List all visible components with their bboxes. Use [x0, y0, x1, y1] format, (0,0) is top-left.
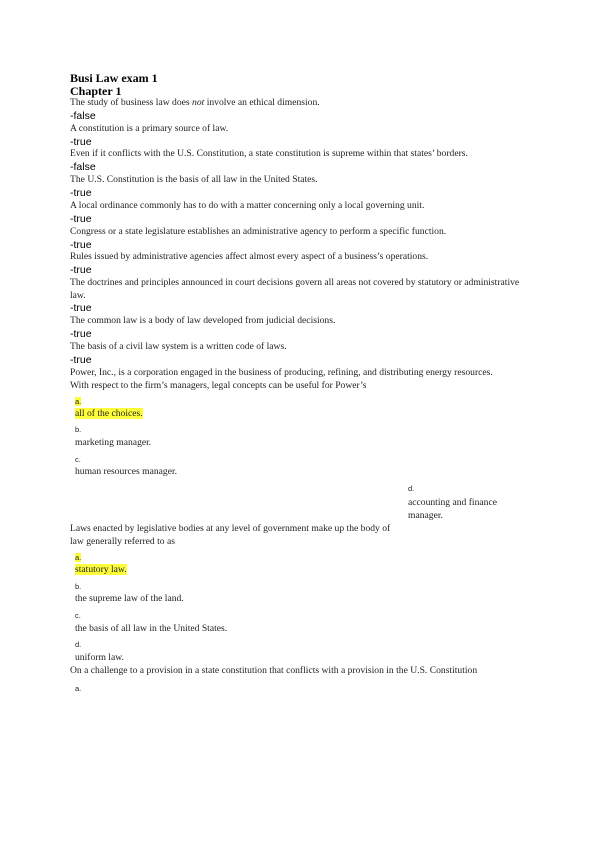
tf-question-3: Even if it conflicts with the U.S. Constitution, a state constitution is supreme within that states’ borders.	[70, 148, 468, 159]
mc2-option-a-text: statutory law.	[75, 564, 127, 575]
mc1-option-d-text: accounting and finance manager.	[408, 497, 497, 521]
tf-answer-10: -true	[70, 354, 92, 366]
tf-answer-7: -true	[70, 264, 92, 276]
mc-question-1: Power, Inc., is a corporation engaged in the business of producing, refining, and distributing energy resources. With respect to the firm’s managers, legal concepts can be useful for Power’s	[70, 367, 493, 391]
mc2-option-d-text: uniform law.	[75, 652, 124, 663]
mc2-option-c-text: the basis of all law in the United States.	[75, 623, 228, 634]
tf-question-4: The U.S. Constitution is the basis of all law in the United States.	[70, 174, 318, 185]
mc1-option-b-text: marketing manager.	[75, 437, 152, 448]
mc1-option-b-letter: b.	[75, 425, 82, 434]
tf-answer-8: -true	[70, 302, 92, 314]
tf-question-6: Congress or a state legislature establishes an administrative agency to perform a specific function.	[70, 226, 447, 237]
tf-question-1: The study of business law does not involve an ethical dimension.	[70, 97, 320, 108]
mc2-option-b-text: the supreme law of the land.	[75, 593, 184, 604]
tf-answer-5: -true	[70, 213, 92, 225]
mc-question-2: Laws enacted by legislative bodies at any level of government make up the body of law generally referred to as	[70, 523, 391, 547]
tf-answer-1: -false	[70, 110, 96, 122]
tf-answer-2: -true	[70, 136, 92, 148]
mc2-option-c-letter: c.	[75, 611, 81, 620]
tf-answer-6: -true	[70, 239, 92, 251]
mc-question-3: On a challenge to a provision in a state constitution that conflicts with a provision in the U.S. Constitution	[70, 665, 478, 676]
mc2-option-a-letter: a.	[75, 553, 82, 562]
chapter-heading: Chapter 1	[70, 84, 122, 98]
tf-question-7: Rules issued by administrative agencies affect almost every aspect of a business’s operations.	[70, 251, 429, 262]
tf-answer-9: -true	[70, 328, 92, 340]
tf-question-10: The basis of a civil law system is a written code of laws.	[70, 341, 287, 352]
mc1-option-c-text: human resources manager.	[75, 466, 178, 477]
mc1-option-d-letter: d.	[408, 484, 415, 493]
tf-question-2: A constitution is a primary source of law.	[70, 123, 229, 134]
mc1-option-c-letter: c.	[75, 455, 81, 464]
mc2-option-d-letter: d.	[75, 640, 82, 649]
mc3-option-a-letter: a.	[75, 684, 82, 693]
tf-question-8: The doctrines and principles announced in court decisions govern all areas not covered by statutory or administrative law.	[70, 277, 520, 301]
tf-answer-4: -true	[70, 187, 92, 199]
tf-question-9: The common law is a body of law developed from judicial decisions.	[70, 315, 336, 326]
mc1-option-a-letter: a.	[75, 397, 82, 406]
mc2-option-b-letter: b.	[75, 582, 82, 591]
mc1-option-a-text: all of the choices.	[75, 408, 143, 419]
tf-answer-3: -false	[70, 161, 96, 173]
tf-question-5: A local ordinance commonly has to do with a matter concerning only a local governing unit.	[70, 200, 425, 211]
document-title: Busi Law exam 1	[70, 71, 158, 85]
